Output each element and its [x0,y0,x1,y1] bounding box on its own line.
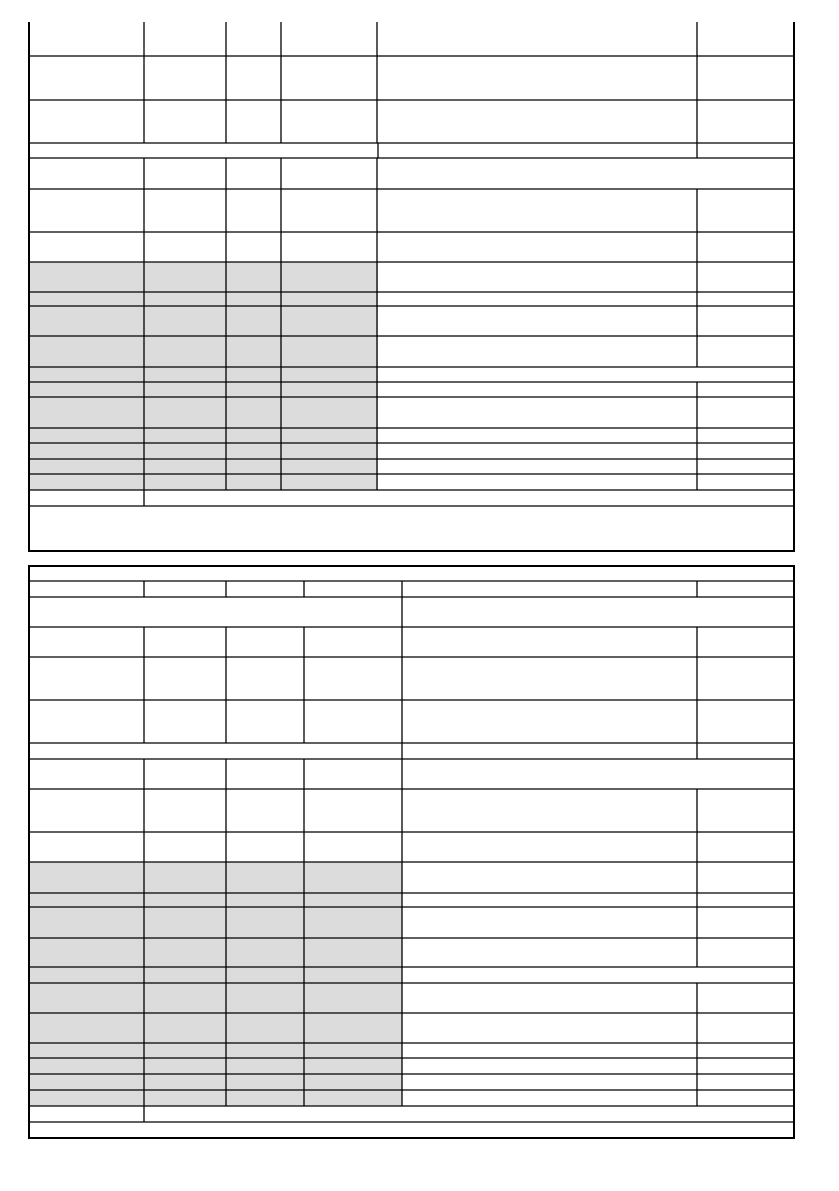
top-shade-cell [30,306,378,336]
bottom-shade-cell [30,1043,402,1058]
top-shade-cell [30,367,378,382]
bottom-shade-cell [30,938,402,967]
table-top-grid [30,22,797,552]
top-shade-cell [30,336,378,367]
bottom-shade-cell [30,983,402,1013]
top-shade-cell [30,262,378,292]
top-shade-cell [30,397,378,428]
bottom-shade-cell [30,1090,402,1106]
top-shade-cell [30,459,378,474]
top-shade-cell [30,382,378,397]
bottom-shade-cell [30,1074,402,1090]
bottom-shade-cell [30,893,402,907]
table-bottom-grid [30,567,797,1141]
bottom-shade-cell [30,862,402,893]
bottom-shade-cell [30,1058,402,1074]
bottom-shade-cell [30,907,402,938]
table-top [28,22,795,552]
bottom-shade-cell [30,1013,402,1043]
bottom-shade-cell [30,967,402,983]
top-shade-cell [30,428,378,443]
table-bottom [28,565,795,1139]
top-shade-cell [30,292,378,306]
top-shade-cell [30,443,378,459]
top-shade-cell [30,474,378,490]
